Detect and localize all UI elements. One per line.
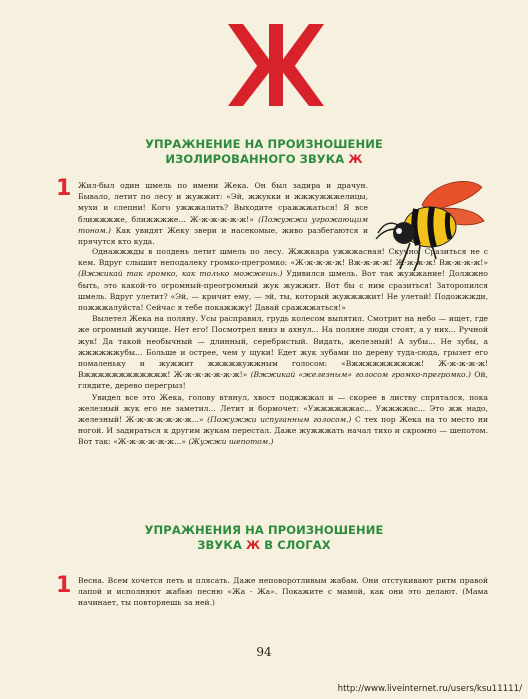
stage-direction: (Пожужжи испуганным голосом.) xyxy=(207,415,352,425)
exercise1-text-top xyxy=(78,180,368,247)
section1-heading xyxy=(0,137,528,167)
section1-heading-line1: УПРАЖНЕНИЕ НА ПРОИЗНОШЕНИЕ xyxy=(145,137,383,151)
section2-heading-line2-text: ЗВУКА xyxy=(197,538,246,552)
exercise1-paragraph-intro xyxy=(78,180,368,247)
page-number: 94 xyxy=(256,645,272,659)
text-segment: Вылетел Жека на поляну. Усы расправил, грудь колесом выпятил. Смотрит на небо — ищет, где же огромный жучище. Нет его! Посмотрел вниз и ахнул... На поляне люди стоят, а у них... Ручной жук! Да такой необычный — длинный, серебристый. Видать, железный! А зубы... Не зубы, а жжжжжжубы... Больше и острее, чем у щуки! Едет жук зубами по дереву туда-сюда, грызет его помаленьку и жужжит жжжжжужжным голосом: «Вжжжжжжжжжж! Ж-ж-ж-ж-ж! Вжжжжжжжжжжжж! Ж-ж-ж-ж-ж-ж-ж!» xyxy=(78,314,488,380)
exercise1-paragraph-4 xyxy=(78,392,488,448)
text-segment: Жил-был один шмель по имени Жека. Он был задира и драчун. Бывало, летит по лесу и жужжит: «Эй, жжукки и жжжужжжелицы, мухи и слепни! Кого ужжжалить? Выходите сражжжаться! Я все ближжжже, ближжжже... Ж-ж-ж-ж-ж-ж!» xyxy=(78,181,368,224)
section2-heading-line1: УПРАЖНЕНИЯ НА ПРОИЗНОШЕНИЕ xyxy=(144,523,384,537)
stage-direction: (Жужжи шепотом.) xyxy=(188,437,274,447)
section1-heading-sound-letter: Ж xyxy=(348,152,363,166)
exercise-number: 1 xyxy=(56,176,72,201)
section2-heading-sound-letter: Ж xyxy=(245,538,261,552)
text-segment: Увидел все это Жека, голову втянул, хвост поджжжал и — скорее в листву спрятался, пока железный жук его не заметил... Летит и бормочет: «Ужжжжжжас... Ужжжжас... Это жж надо, железный! Ж-ж-ж-ж-ж-ж-ж...» xyxy=(78,392,488,425)
exercise-number: 1 xyxy=(56,573,72,598)
letter-zhe-illustration xyxy=(226,22,326,108)
text-segment: Как увидят Жеку звери и насекомые, живо разбегаются и прячутся кто куда. xyxy=(78,225,368,247)
watermark-url: http://www.liveinternet.ru/users/ksu11111/ xyxy=(337,684,522,694)
exercise2-text xyxy=(78,575,488,609)
text-segment: С тех пор Жека на то место ни ногой. И задираться к другим жукам перестал. Даже жужжжать начал тихо и скромно — шепотом. Вот так: «Ж-ж-ж-ж-ж-ж...» xyxy=(78,415,489,447)
stage-direction: (Пожужжи угрожающим тоном.) xyxy=(78,214,368,235)
stage-direction: (Вжжикай «железным» голосом громко-прегромко.) xyxy=(250,370,471,380)
section2-heading-line2 xyxy=(0,538,528,553)
text-segment: Однажжжды в полдень летит шмель по лесу. Жжжкара ужжжасная! Скучно. Сразиться не с кем. Вдруг слышит неподалеку громко-прегромко: «Ж-ж-ж-ж-ж! Вж-ж-ж-ж! Ж-ж-ж-ж! Вж-ж-ж-ж!» xyxy=(78,247,488,268)
text-segment: Ой, глядите, дерево перегрыз! xyxy=(78,370,488,391)
exercise2-paragraph: Весна. Всем хочется петь и плясать. Даже неповоротливым жабам. Они отстукивают ритм правой лапой и исполняют жабью песню «Жа - Жа». Покажите с мамой, как они это делают. (Мама начинает, ты повторяешь за ней.) xyxy=(78,576,488,608)
section2-heading xyxy=(0,523,528,553)
section1-heading-line2 xyxy=(0,152,528,167)
exercise1-paragraph-3 xyxy=(78,313,488,391)
section2-heading-line2-tail: В СЛОГАХ xyxy=(260,538,331,552)
text-segment: Удивился шмель. Вот так жужжание! Должжно быть, это какой-то огромный-преогромный жук жужжит. Вот бы с ним сразиться! Заторопился шмель. Вдруг улетит? «Эй, — кричит ему, — эй, ты, который жужжжжит! Не улетай! Подожжжди, пожжжалуйста! Сейчас я тебе покажжжу! Давай сражжжаться!» xyxy=(78,269,488,313)
section1-heading-line2-text: ИЗОЛИРОВАННОГО ЗВУКА xyxy=(165,152,349,166)
exercise1-paragraph-2 xyxy=(78,246,488,313)
exercise1-text-body xyxy=(78,246,488,448)
stage-direction: (Вжжикай так громко, как только можжешь.) xyxy=(78,269,283,279)
